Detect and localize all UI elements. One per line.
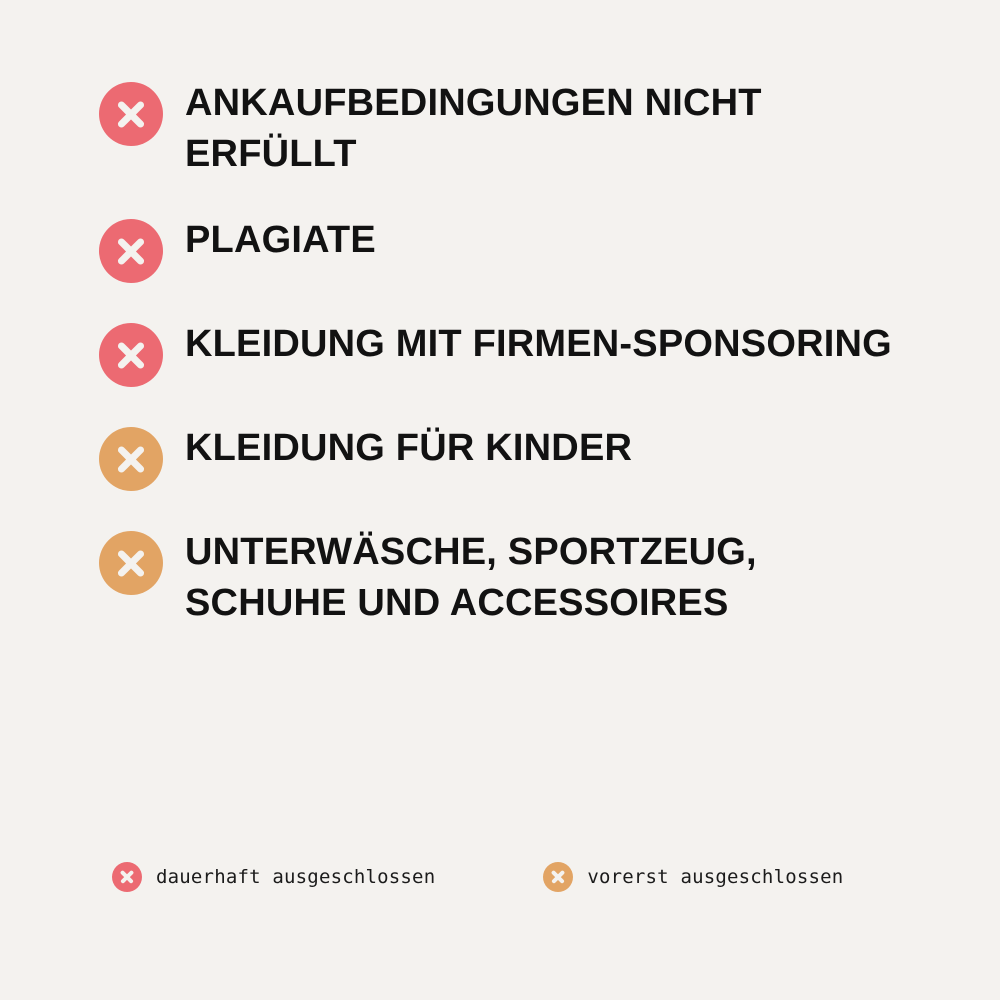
legend-item-permanent [112, 862, 435, 892]
list-item [99, 78, 940, 179]
x-circle-icon [99, 531, 163, 595]
x-circle-icon [99, 219, 163, 283]
x-circle-icon [99, 82, 163, 146]
list-item [99, 527, 940, 628]
list-item [99, 319, 940, 387]
legend-label: dauerhaft ausgeschlossen [156, 866, 436, 888]
x-circle-icon [112, 862, 142, 892]
list-item-label: ANKAUFBEDINGUNGEN NICHT ERFÜLLT [185, 82, 762, 175]
list-item-label: KLEIDUNG MIT FIRMEN-SPONSORING [185, 323, 892, 366]
exclusion-list [99, 78, 940, 664]
list-item-label: UNTERWÄSCHE, SPORTZEUG, SCHUHE UND ACCESSOIRES [185, 531, 757, 624]
list-item [99, 423, 940, 491]
x-circle-icon [99, 323, 163, 387]
x-circle-icon [543, 862, 573, 892]
list-item-label: PLAGIATE [185, 219, 376, 262]
list-item [99, 215, 940, 283]
legend-label: vorerst ausgeschlossen [587, 866, 844, 888]
x-circle-icon [99, 427, 163, 491]
legend [112, 862, 951, 892]
legend-item-temporary [543, 862, 843, 892]
list-item-label: KLEIDUNG FÜR KINDER [185, 427, 633, 470]
